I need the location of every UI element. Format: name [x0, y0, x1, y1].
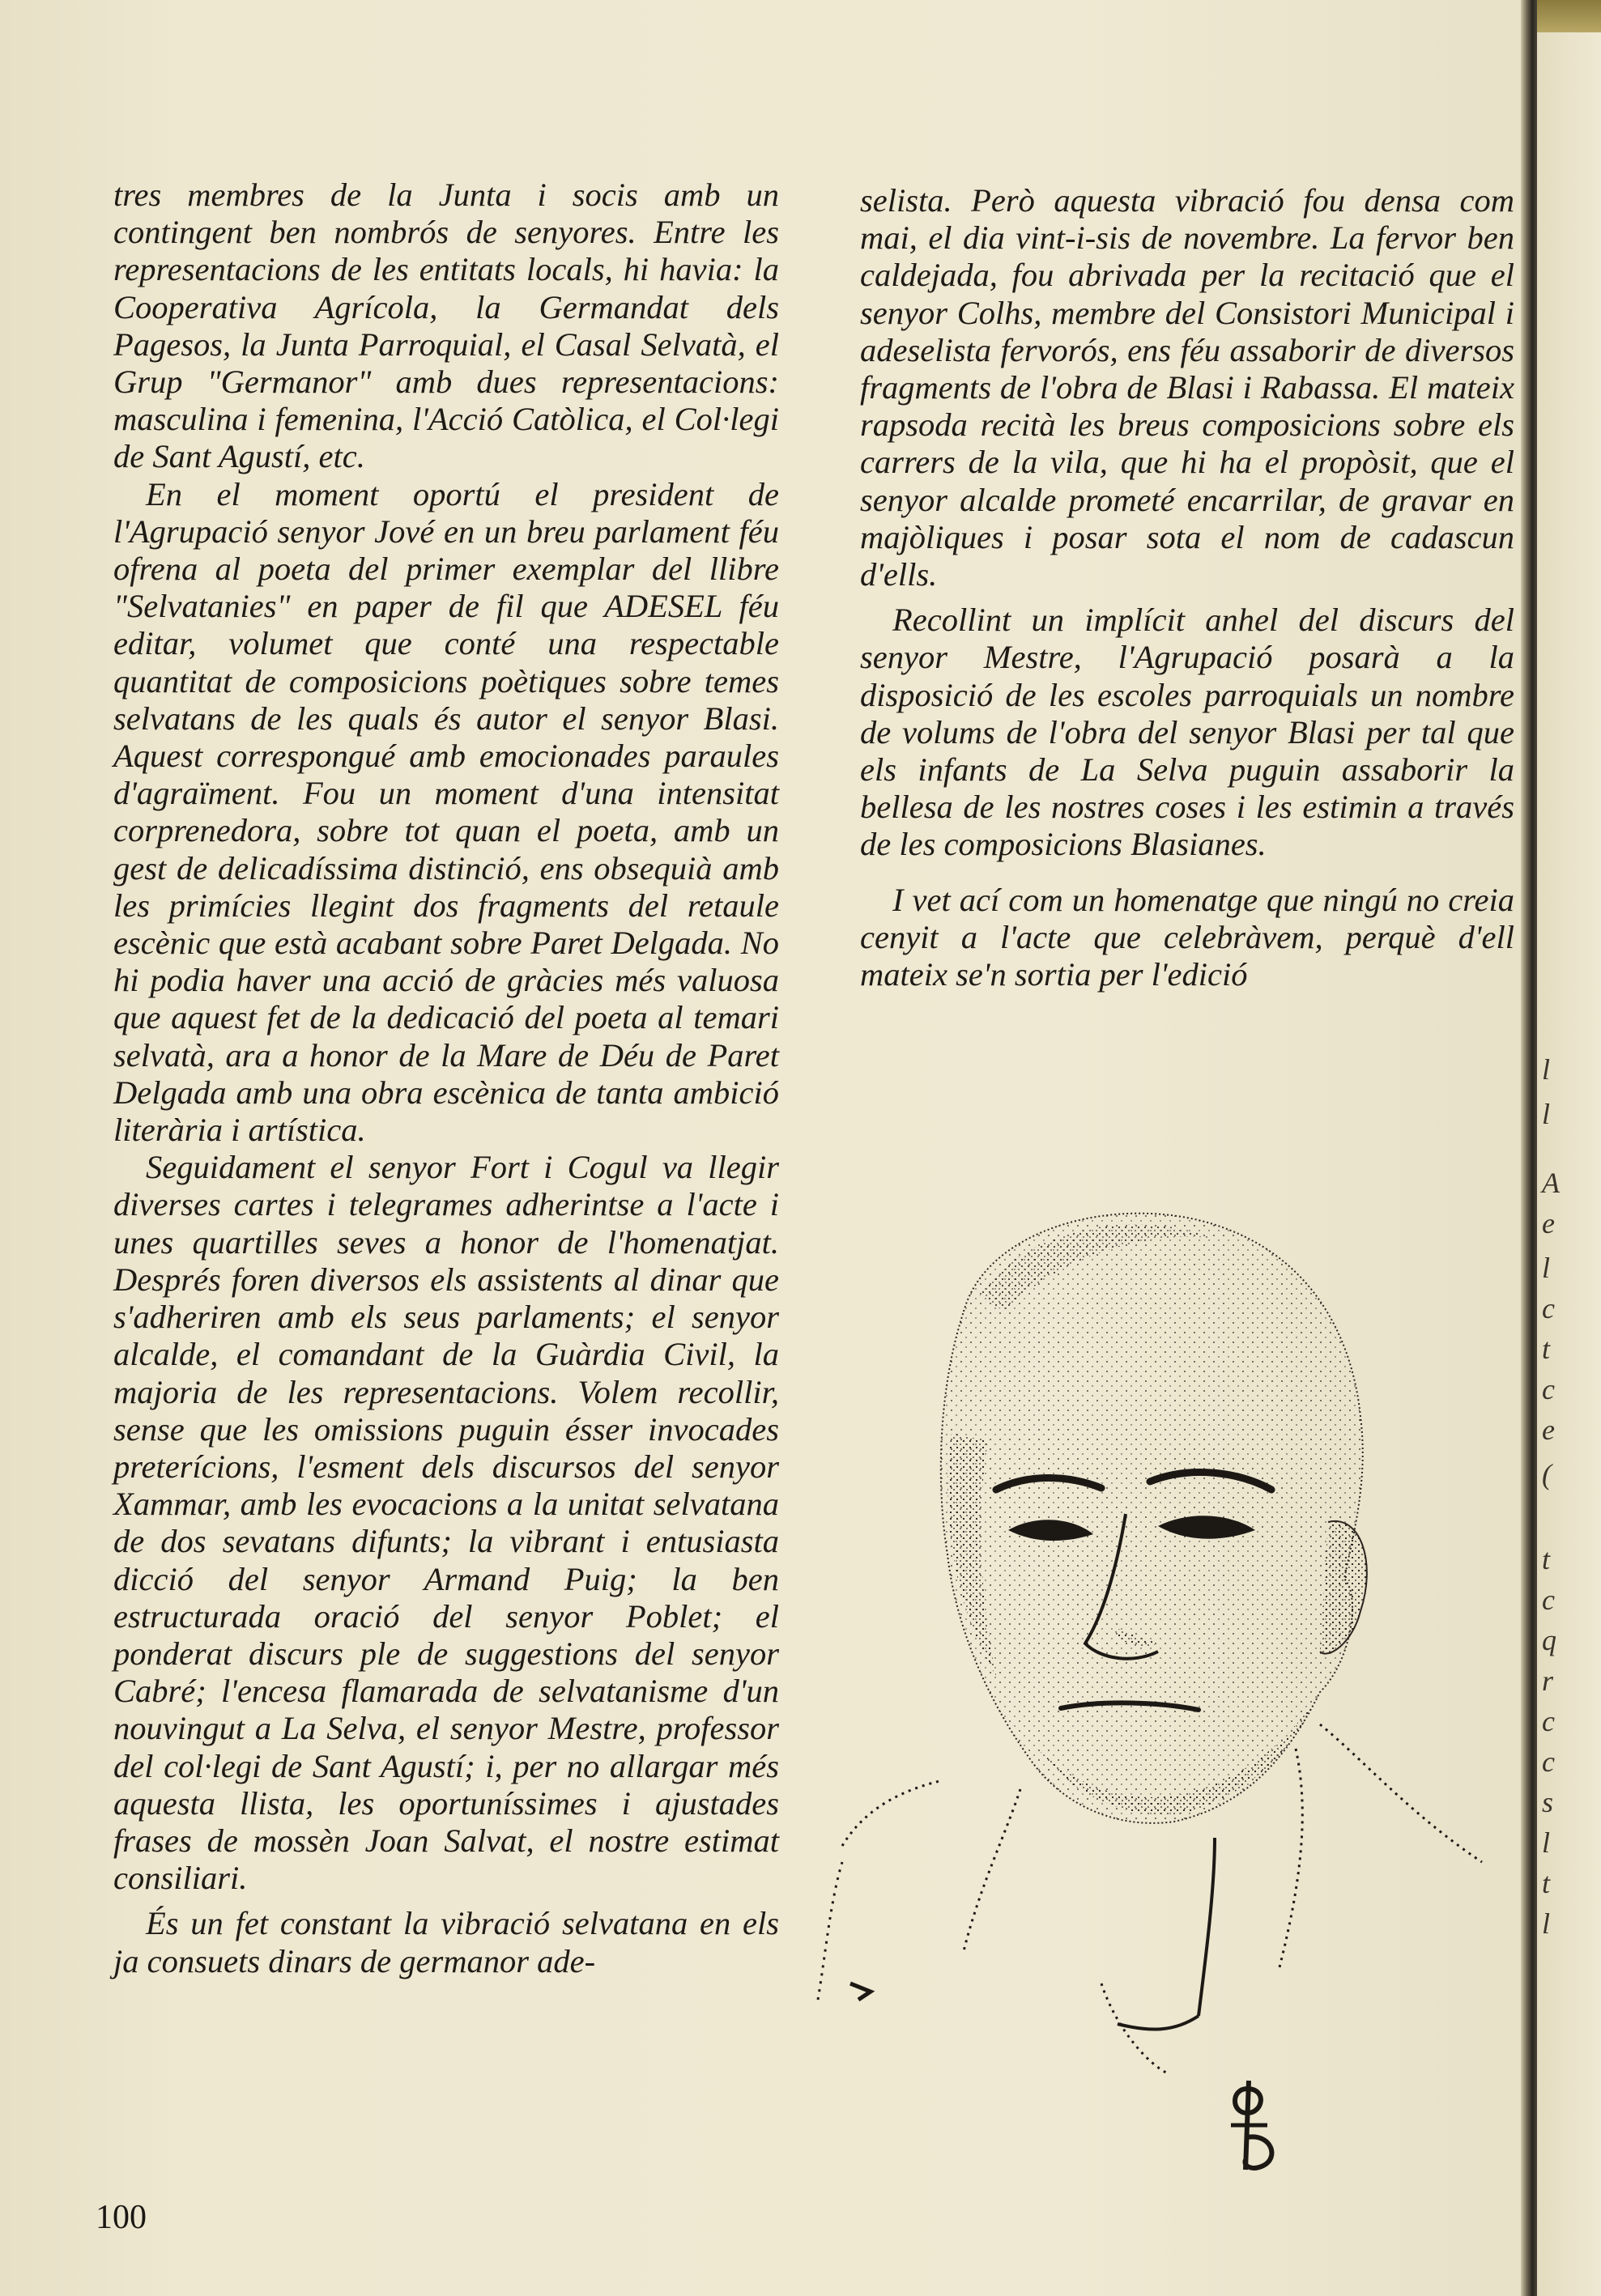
coat-fold-mark [850, 1983, 871, 2000]
facing-page-fragment: e [1542, 1414, 1555, 1446]
facing-page-fragment: s [1542, 1786, 1554, 1818]
facing-page-fragment: l [1542, 1053, 1551, 1086]
facing-page-fragment: c [1542, 1373, 1555, 1405]
facing-page-edge [1537, 32, 1601, 2296]
facing-page-fragment: ( [1542, 1458, 1552, 1490]
facing-page-fragment: c [1542, 1584, 1555, 1616]
article-paragraph: I vet ací com un homenatge que ningú no creia cenyit a l'acte que celebràvem, perquè d'ell mateix se'n sortia per l'edició [860, 881, 1514, 993]
article-paragraph: Seguidament el senyor Fort i Cogul va llegir diverses cartes i telegrames adherintse a l'acte i unes quartilles seves a honor de l'homenatjat. Després foren diversos els assistents al dinar que s'adheriren amb els seus parlaments; el senyor alcalde, el comandant de la Guàrdia Civil, la majoria de les representacions. Volem recollir, sense que les omissions puguin ésser invocades preterícions, l'esment dels discursos del senyor Xammar, amb les evocacions a la unitat selvatana de dos sevatans difunts; la vibrant i entusiasta dicció del senyor Armand Puig; la ben estructurada oració del senyor Poblet; el ponderat discurs ple de suggestions del senyor Cabré; l'encesa flamarada de selvatanisme d'un nouvingut a La Selva, el senyor Mestre, professor del col·legi de Sant Agustí; i, per no allargar més aquesta llista, les oportuníssimes i ajustades frases de mossèn Joan Salvat, el nostre estimat consiliari. [113, 1149, 779, 1897]
facing-page-fragment: c [1542, 1292, 1555, 1324]
facing-page-fragment: t [1542, 1543, 1551, 1575]
portrait-illustration [794, 1174, 1522, 2178]
article-paragraph: Recollint un implícit anhel del discurs del senyor Mestre, l'Agrupació posarà a la disposició de les escoles parroquials un nombre de volums de l'obra del senyor Blasi per tal que els infants de La Selva puguin assaborir la bellesa de les nostres coses i les estimin a través de les composicions Blasianes. [860, 602, 1514, 863]
ear-shape [1320, 1521, 1367, 1654]
facing-page-fragment: A [1542, 1167, 1560, 1199]
facing-page-fragment: l [1542, 1252, 1551, 1284]
article-paragraph: tres membres de la Junta i socis amb un contingent ben nombrós de senyores. Entre les representacions de les entitats locals, hi havia: la Cooperativa Agrícola, la Germandat dels Pagesos, la Junta Parroquial, el Casal Selvatà, el Grup "Germanor" amb dues representacions: masculina i femenina, l'Acció Catòlica, el Col·legi de Sant Agustí, etc. [113, 176, 779, 475]
facing-page-fragment: l [1542, 1098, 1551, 1130]
coat-bottom [1118, 2016, 1199, 2030]
shirt-line [1199, 1838, 1215, 2016]
article-paragraph: En el moment oportú el president de l'Agrupació senyor Jové en un breu parlament féu ofrena al poeta del primer exemplar del llibre "Selvatanies" en paper de fil que ADESEL féu editar, volumet que conté una respectable quantitat de composicions poètiques sobre temes selvatans de les quals és autor el senyor Blasi. Aquest correspongué amb emocionades paraules d'agraïment. Fou un moment d'una intensitat corprenedora, sobre tot quan el poeta, amb un gest de delicadíssima distinció, ens obsequià amb les primícies llegint dos fragments del retaule escènic que està acabant sobre Paret Delgada. No hi podia haver una acció de gràcies més valuosa que aquest fet de la dedicació del poeta al temari selvatà, ara a honor de la Mare de Déu de Paret Delgada amb una obra escènica de tanta ambició literària i artística. [113, 475, 779, 1149]
facing-page-fragment: q [1542, 1624, 1556, 1656]
facing-page-fragment: c [1542, 1705, 1555, 1737]
collar-left [964, 1789, 1020, 1951]
page-spine [1521, 0, 1537, 2296]
article-column-right [860, 182, 1514, 993]
facing-page-fragment: e [1542, 1207, 1555, 1239]
artist-monogram [1231, 2081, 1271, 2170]
right-shoulder [1320, 1724, 1482, 1862]
facing-page-fragment: t [1542, 1333, 1551, 1365]
article-paragraph: selista. Però aquesta vibració fou densa com mai, el dia vint-i-sis de novembre. La fervor ben caldejada, fou abrivada per la recitació que el senyor Colhs, membre del Consistori Municipal i adeselista fervorós, ens féu assaborir de diversos fragments de l'obra de Blasi i Rabassa. El mateix rapsoda recità les breus composicions sobre els carrers de la vila, que hi ha el propòsit, que el senyor alcalde prometé encarrilar, de gravar en majòliques i posar sota el nom de cadascun d'ells. [860, 182, 1514, 593]
facing-page-fragment: c [1542, 1745, 1555, 1778]
facing-page-fragment: r [1542, 1665, 1554, 1697]
facing-page-fragment: l [1542, 1907, 1551, 1940]
facing-page-fragment: t [1542, 1867, 1551, 1899]
facing-page-top-band [1537, 0, 1601, 32]
left-shoulder [842, 1781, 939, 1846]
collar-right [1280, 1749, 1302, 1967]
article-column-left [113, 176, 779, 1980]
article-paragraph: És un fet constant la vibració selvatana en els ja consuets dinars de germanor ade- [113, 1905, 779, 1979]
left-coat-line [818, 1862, 842, 2000]
facing-page-fragment: l [1542, 1826, 1551, 1859]
page-number: 100 [96, 2199, 147, 2236]
